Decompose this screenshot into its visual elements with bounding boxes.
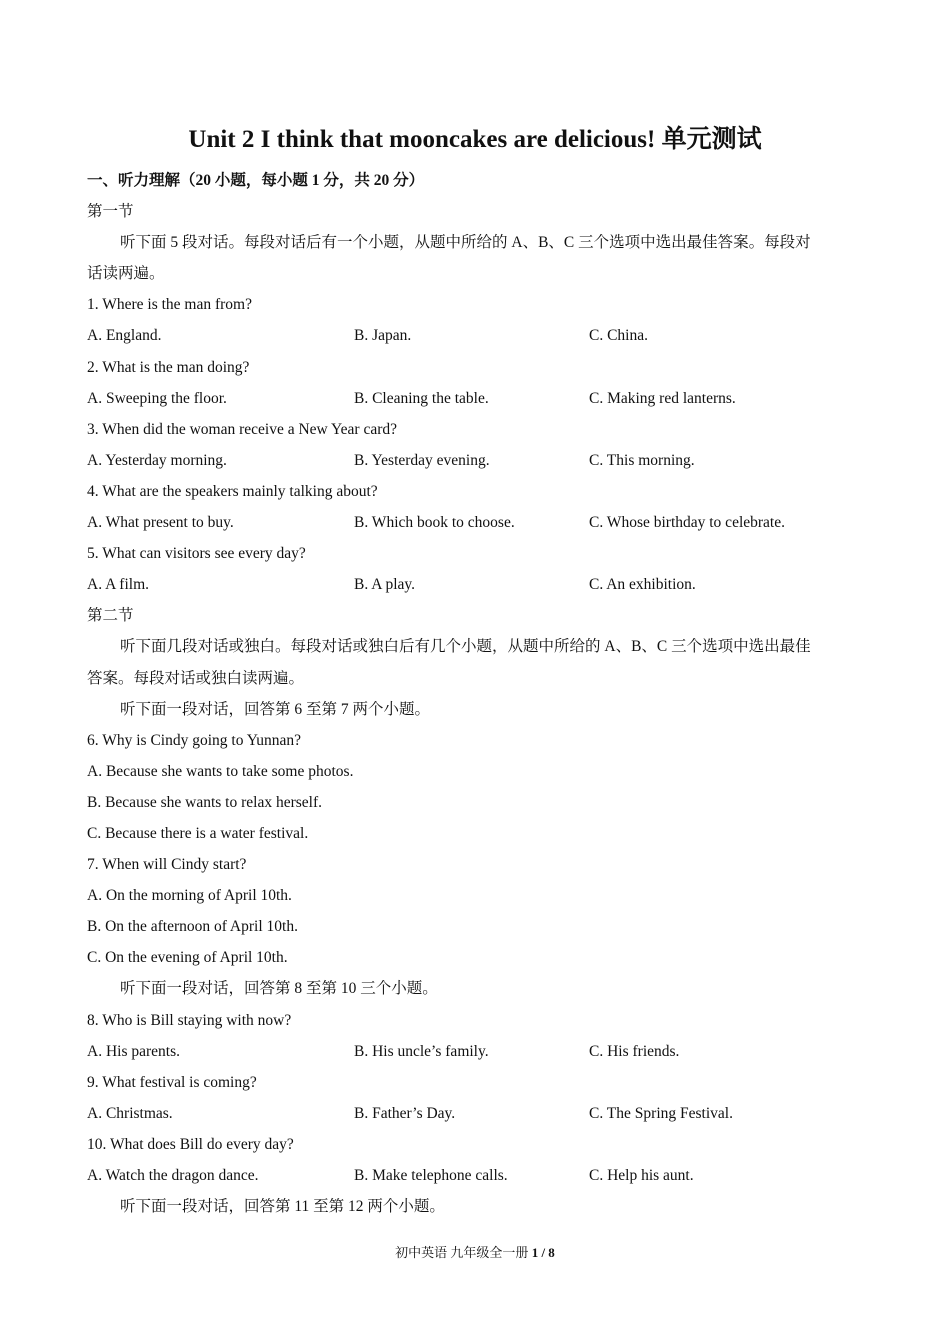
document-body: [87, 165, 867, 1222]
group-instruction: 听下面一段对话，回答第 6 至第 7 两个小题。: [120, 700, 431, 718]
option-b: B. Yesterday evening.: [354, 451, 490, 469]
question-text: 6. Why is Cindy going to Yunnan?: [87, 731, 301, 749]
option-c: C. The Spring Festival.: [589, 1104, 733, 1122]
option-a: A. On the morning of April 10th.: [87, 887, 292, 905]
option-a: A. His parents.: [87, 1042, 180, 1060]
part-label: 第二节: [87, 607, 134, 625]
option-b: B. On the afternoon of April 10th.: [87, 918, 298, 936]
question-text: 8. Who is Bill staying with now?: [87, 1011, 292, 1029]
option-a: A. A film.: [87, 576, 150, 594]
question-text: 4. What are the speakers mainly talking about?: [87, 482, 378, 500]
option-c: C. His friends.: [589, 1042, 680, 1060]
answer-options: [87, 507, 867, 538]
group-instruction: 听下面一段对话，回答第 8 至第 10 三个小题。: [120, 980, 438, 998]
page-footer: [0, 1243, 950, 1263]
option-a: A. Sweeping the floor.: [87, 389, 227, 407]
option-b: B. A play.: [354, 576, 416, 594]
instruction-text: 听下面几段对话或独白。每段对话或独白后有几个小题，从题中所给的 A、B、C 三个选项中选出最佳: [120, 638, 811, 656]
question-text: 7. When will Cindy start?: [87, 856, 247, 874]
option-c: C. Whose birthday to celebrate.: [589, 514, 785, 532]
page-number: 1 / 8: [531, 1245, 555, 1260]
question-text: 10. What does Bill do every day?: [87, 1135, 294, 1153]
question-text: 1. Where is the man from?: [87, 296, 252, 314]
option-a: A. Watch the dragon dance.: [87, 1167, 259, 1184]
footer-text: 初中英语 九年级全一册: [395, 1245, 529, 1260]
option-c: C. Because there is a water festival.: [87, 824, 309, 842]
option-c: C. Help his aunt.: [589, 1167, 694, 1184]
instruction-text: 话读两遍。: [87, 265, 165, 283]
option-c: C. Making red lanterns.: [589, 389, 736, 407]
option-b: B. Because she wants to relax herself.: [87, 793, 323, 811]
option-b: B. Father’s Day.: [354, 1104, 456, 1122]
question-text: 5. What can visitors see every day?: [87, 545, 306, 563]
answer-options: [87, 1036, 867, 1067]
page-title: Unit 2 I think that mooncakes are delicious! 单元测试: [188, 126, 762, 153]
option-a: A. Christmas.: [87, 1104, 173, 1122]
option-a: A. What present to buy.: [87, 514, 234, 532]
question-text: 9. What festival is coming?: [87, 1073, 257, 1091]
option-a: A. Because she wants to take some photos.: [87, 762, 354, 780]
option-b: B. Cleaning the table.: [354, 389, 489, 407]
question-text: 3. When did the woman receive a New Year card?: [87, 420, 398, 438]
option-c: C. On the evening of April 10th.: [87, 949, 288, 967]
option-b: B. Make telephone calls.: [354, 1167, 508, 1184]
group-instruction: 听下面一段对话，回答第 11 至第 12 两个小题。: [120, 1198, 445, 1216]
option-b: B. His uncle’s family.: [354, 1042, 489, 1060]
option-c: C. An exhibition.: [589, 576, 696, 594]
instruction-text: 答案。每段对话或独白读两遍。: [87, 669, 305, 687]
section-heading: 一、听力理解（20 小题，每小题 1 分，共 20 分）: [87, 172, 425, 189]
question-text: 2. What is the man doing?: [87, 358, 250, 376]
part-label: 第一节: [87, 203, 134, 221]
option-b: B. Japan.: [354, 327, 412, 345]
answer-options: [87, 569, 867, 600]
answer-options: [87, 1098, 867, 1129]
answer-options: [87, 383, 867, 414]
answer-options: [87, 1160, 867, 1191]
option-c: C. China.: [589, 327, 648, 345]
instruction-text: 听下面 5 段对话。每段对话后有一个小题，从题中所给的 A、B、C 三个选项中选出最佳答案。每段对: [120, 234, 811, 252]
answer-options: [87, 320, 867, 351]
option-b: B. Which book to choose.: [354, 514, 515, 532]
answer-options: [87, 445, 867, 476]
option-c: C. This morning.: [589, 451, 695, 469]
option-a: A. England.: [87, 327, 162, 345]
option-a: A. Yesterday morning.: [87, 451, 227, 469]
